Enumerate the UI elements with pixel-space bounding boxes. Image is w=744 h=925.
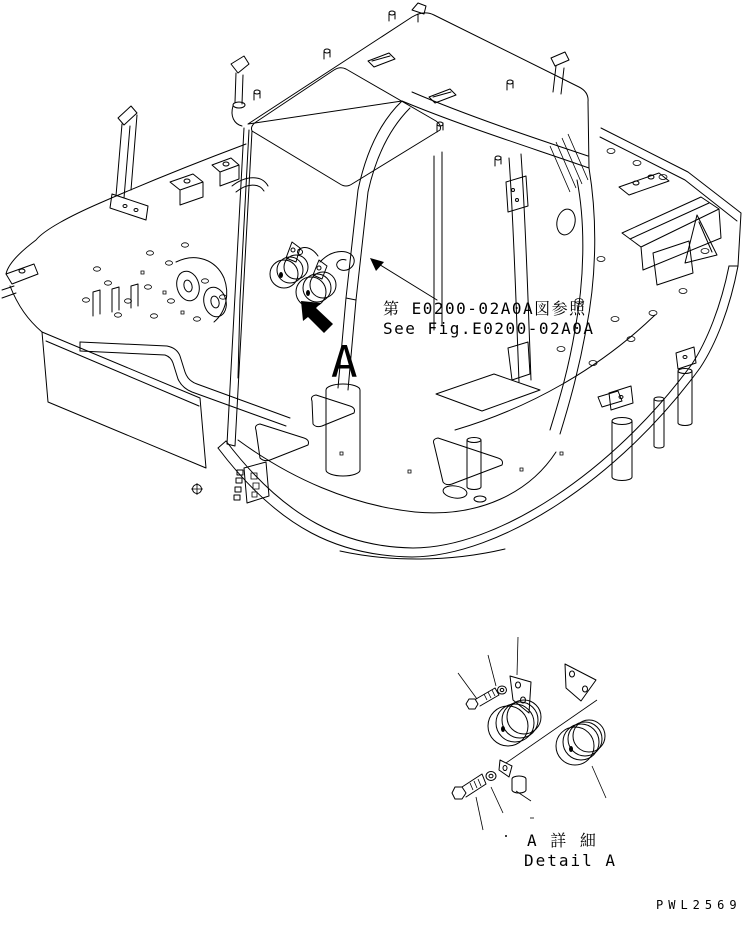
- deck-left-wing-part: [183, 279, 194, 293]
- washer-upper-part: [500, 688, 504, 691]
- horn-large-right-icon-part: [565, 664, 596, 701]
- deck-left-wing-part: [80, 342, 290, 418]
- deck-front-edge-part: [340, 549, 505, 559]
- dot-mark: [505, 835, 507, 837]
- left-deck-holes-part: [83, 298, 90, 302]
- tall-bracket-post-part: [116, 115, 137, 198]
- spacer-cylinder: [512, 776, 526, 793]
- support-posts-part: [654, 397, 664, 401]
- mounting-bolt-upper-part: [466, 699, 478, 709]
- roof-studs-part: [495, 157, 501, 166]
- roof-studs-part: [389, 11, 395, 15]
- horn-small-left-icon: [270, 242, 308, 288]
- deck-mount-blocks-part: [223, 162, 229, 166]
- center-pillar-part: [516, 199, 519, 202]
- right-mount-bracket-part: [622, 197, 719, 247]
- horn-small-left-icon-part: [279, 272, 283, 278]
- left-deck-holes-part: [202, 279, 209, 283]
- deck-left-wing-part: [6, 203, 100, 274]
- right-deck-holes-part: [607, 149, 615, 154]
- right-deck-holes-part: [701, 249, 709, 254]
- horn-large-left-icon-part: [496, 704, 534, 742]
- spacer-cylinder-part: [512, 776, 526, 793]
- roof-studs-part: [324, 49, 330, 53]
- roof-corner-bracket: [231, 56, 249, 126]
- cab-floor-part: [442, 484, 467, 499]
- roof-studs-part: [389, 12, 395, 21]
- clip-bracket-part: [503, 766, 507, 771]
- support-posts-part: [654, 399, 664, 448]
- cab-floor-part: [474, 496, 486, 502]
- cab-floor-part: [191, 483, 203, 495]
- roof-rail-slots-part: [368, 53, 395, 67]
- right-deck-holes-part: [679, 289, 687, 294]
- cab-floor-part: [340, 452, 563, 473]
- roof-corner-bracket-part: [233, 102, 245, 108]
- right-mount-bracket-part: [619, 173, 669, 195]
- roof-right-bracket-part: [551, 52, 569, 94]
- roof-rail-slots: [368, 53, 456, 103]
- deck-left-wing-part: [131, 284, 138, 308]
- horn-large-left-icon-part: [501, 726, 505, 732]
- deck-left-wing-part: [80, 351, 286, 426]
- reference-note-en: See Fig.E0200-02A0A: [383, 319, 595, 338]
- left-deck-holes: [83, 243, 227, 321]
- deck-left-wing-part: [100, 144, 246, 203]
- detail-leader-lines-part: [517, 637, 518, 675]
- roof-rail-slots-part: [429, 89, 456, 103]
- reference-leader-arrow-icon: [370, 258, 437, 300]
- main-drawing: [2, 3, 741, 559]
- horn-large-left-icon: [488, 676, 541, 746]
- roof-studs-part: [495, 156, 501, 160]
- cab-floor: [191, 374, 563, 513]
- deck-left-wing-part: [173, 269, 202, 304]
- roof-corner-bracket-part: [231, 56, 249, 104]
- support-posts-part: [619, 396, 623, 399]
- cab-floor-part: [238, 440, 556, 513]
- tall-bracket-post: [110, 106, 148, 220]
- washer-lower-part: [489, 774, 493, 778]
- detail-leader-lines-part: [488, 655, 496, 686]
- detail-marker-a: A: [331, 337, 358, 388]
- cab-floor-part: [434, 438, 503, 485]
- left-deck-holes-part: [105, 281, 112, 285]
- horn-small-right-icon: [296, 260, 336, 307]
- reference-note-jp: 第 E0200-02A0A図参照: [383, 299, 587, 318]
- roof-studs-part: [507, 80, 513, 84]
- clip-bracket-part: [499, 760, 512, 777]
- deck-left-wing: [2, 106, 290, 468]
- tall-bracket-post-part: [134, 209, 138, 212]
- horn-large-right-icon-part: [570, 671, 575, 677]
- support-posts-part: [612, 418, 632, 425]
- detail-leader-lines-part: [476, 797, 483, 830]
- roof-corner-bracket-part: [232, 106, 242, 126]
- right-deck-holes-part: [633, 161, 641, 166]
- deck-left-wing-part: [6, 264, 38, 284]
- part-code: PWL2569: [656, 898, 742, 912]
- left-deck-holes-part: [166, 261, 173, 265]
- left-deck-holes-part: [145, 285, 152, 289]
- detail-caption-jp: A 詳 細: [527, 831, 598, 850]
- horn-large-right-icon: [556, 664, 605, 765]
- right-deck-holes-part: [597, 257, 605, 262]
- support-posts-part: [683, 356, 687, 359]
- roof-studs-part: [324, 50, 330, 59]
- cab-floor-part: [436, 374, 540, 411]
- left-deck-holes-part: [168, 299, 175, 303]
- detail-leader-lines-part: [592, 766, 606, 798]
- cab-floor-part: [256, 424, 309, 461]
- roof-studs-part: [254, 90, 260, 94]
- deck-right-wing: [455, 128, 741, 430]
- deck-left-wing-part: [42, 332, 206, 468]
- cab-frame-part: [412, 3, 426, 22]
- washer-upper-part: [498, 686, 507, 694]
- detail-caption-en: Detail A: [524, 851, 618, 870]
- mounting-bolt-lower-part: [452, 787, 466, 799]
- roof-studs-part: [254, 91, 260, 100]
- clip-bracket: [499, 760, 512, 777]
- reference-leader-arrow-icon-part: [370, 258, 384, 271]
- tall-bracket-post-part: [123, 205, 127, 208]
- deck-left-wing-part: [210, 295, 221, 309]
- washer-lower-part: [486, 772, 496, 781]
- tall-bracket-post-part: [110, 194, 148, 220]
- right-mount-bracket-part: [685, 215, 717, 263]
- cab-floor-part: [234, 470, 243, 500]
- direction-arrow-icon: [301, 301, 333, 333]
- left-deck-holes-part: [147, 251, 154, 255]
- right-mount-bracket: [619, 173, 721, 285]
- center-pillar-part: [512, 189, 515, 192]
- left-deck-holes-part: [151, 314, 158, 318]
- detail-leader-lines-part: [491, 787, 503, 813]
- deck-mount-blocks-part: [184, 179, 190, 183]
- right-deck-holes-part: [649, 311, 657, 316]
- support-posts-part: [467, 440, 481, 490]
- detail-leader-lines-part: [458, 673, 477, 699]
- cab-frame: [191, 3, 595, 513]
- roof-hatch: [252, 68, 441, 186]
- support-posts-part: [467, 438, 481, 443]
- support-posts: [467, 347, 696, 490]
- rear-wall-details-part: [554, 207, 577, 236]
- horn-small-right-icon-part: [317, 266, 321, 270]
- washer-lower: [486, 772, 496, 781]
- pillar-base-cylinder: [326, 384, 360, 476]
- cab-frame-part: [238, 130, 249, 378]
- roof-studs: [254, 11, 513, 166]
- left-deck-holes-part: [182, 243, 189, 247]
- deck-left-wing-part: [200, 285, 229, 320]
- right-mount-bracket-part: [633, 181, 639, 185]
- cab-frame-part: [248, 13, 589, 168]
- horn-large-right-icon-part: [583, 686, 588, 692]
- center-front-pillar: [346, 101, 410, 300]
- mounting-bolt-upper-part: [476, 688, 499, 706]
- horn-large-right-icon-part: [569, 746, 573, 752]
- deck-left-wing-part: [112, 287, 119, 312]
- right-deck-holes-part: [557, 347, 565, 352]
- detail-a-view: [452, 637, 617, 870]
- horn-small-left-icon-part: [291, 248, 295, 252]
- deck-left-wing-part: [2, 286, 16, 298]
- left-deck-holes-part: [115, 313, 122, 317]
- deck-left-wing-part: [93, 290, 100, 316]
- left-deck-holes-part: [194, 317, 201, 321]
- center-pillar: [506, 154, 531, 382]
- support-posts-part: [612, 421, 632, 481]
- tall-bracket-post-part: [118, 106, 137, 125]
- deck-mount-blocks: [170, 158, 268, 205]
- horn-assembly-installed: [270, 242, 354, 307]
- deck-left-wing-part: [19, 269, 25, 273]
- right-deck-holes-part: [659, 175, 667, 180]
- roof-right-bracket: [551, 52, 569, 94]
- deck-right-wing-part: [600, 128, 741, 266]
- center-pillar-part: [506, 176, 528, 212]
- right-deck-holes-part: [611, 317, 619, 322]
- horn-large-left-icon-part: [516, 682, 521, 688]
- mounting-bolt-lower: [452, 774, 486, 799]
- left-deck-holes-part: [125, 299, 132, 303]
- rear-wall-details-part: [550, 134, 588, 192]
- cab-floor-part: [312, 395, 355, 427]
- washer-upper: [498, 686, 507, 694]
- horn-small-right-icon-part: [306, 290, 310, 296]
- left-deck-holes-part: [94, 267, 101, 271]
- horn-large-left-icon-part: [510, 676, 531, 713]
- horn-assembly-installed-part: [298, 250, 303, 255]
- roof-studs-part: [507, 81, 513, 90]
- reference-leader-arrow-icon-part: [377, 263, 437, 300]
